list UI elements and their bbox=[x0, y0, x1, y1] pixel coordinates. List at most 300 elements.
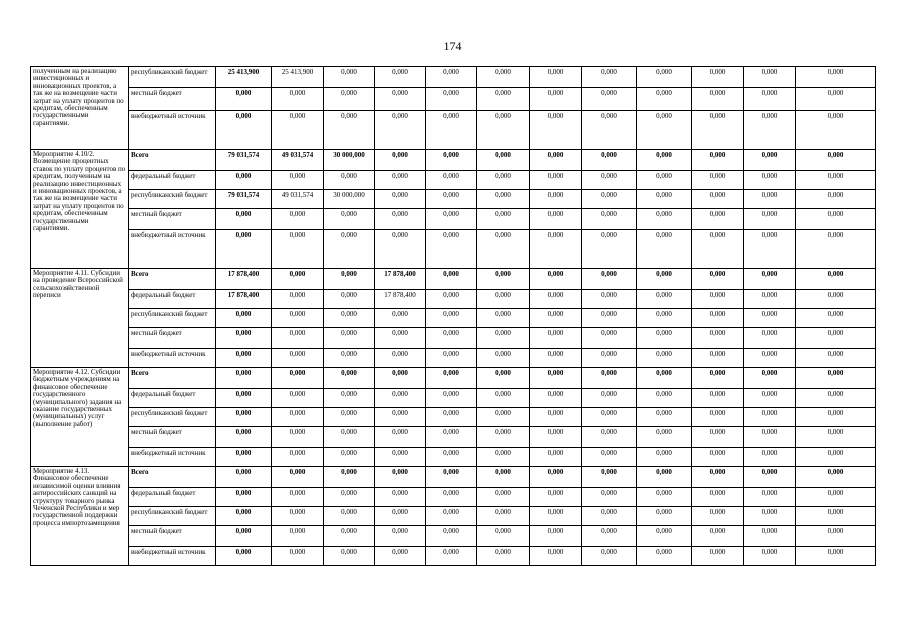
value-cell: 0,000 bbox=[796, 467, 876, 488]
value-cell: 0,000 bbox=[477, 150, 530, 171]
value-cell: 0,000 bbox=[375, 507, 426, 526]
value-cell: 0,000 bbox=[216, 328, 272, 349]
value-cell: 0,000 bbox=[426, 507, 477, 526]
value-cell: 0,000 bbox=[477, 190, 530, 209]
value-cell: 0,000 bbox=[530, 328, 582, 349]
value-cell: 0,000 bbox=[272, 111, 324, 150]
value-cell: 0,000 bbox=[796, 526, 876, 547]
value-cell: 0,000 bbox=[324, 427, 375, 448]
value-cell: 0,000 bbox=[426, 209, 477, 230]
value-cell: 0,000 bbox=[744, 269, 796, 290]
value-cell: 0,000 bbox=[477, 547, 530, 566]
value-cell: 0,000 bbox=[744, 230, 796, 269]
value-cell: 0,000 bbox=[530, 269, 582, 290]
value-cell: 0,000 bbox=[477, 507, 530, 526]
value-cell: 0,000 bbox=[272, 269, 324, 290]
value-cell: 0,000 bbox=[272, 448, 324, 467]
value-cell: 0,000 bbox=[692, 150, 744, 171]
funding-source: Всего bbox=[129, 150, 216, 171]
value-cell: 0,000 bbox=[796, 171, 876, 190]
value-cell: 0,000 bbox=[272, 349, 324, 368]
value-cell: 0,000 bbox=[637, 408, 692, 427]
value-cell: 79 031,574 bbox=[216, 150, 272, 171]
value-cell: 0,000 bbox=[796, 111, 876, 150]
value-cell: 0,000 bbox=[216, 111, 272, 150]
value-cell: 0,000 bbox=[477, 269, 530, 290]
value-cell: 0,000 bbox=[324, 526, 375, 547]
value-cell: 0,000 bbox=[796, 88, 876, 111]
value-cell: 0,000 bbox=[796, 67, 876, 88]
value-cell: 0,000 bbox=[426, 389, 477, 408]
value-cell: 0,000 bbox=[216, 427, 272, 448]
value-cell: 0,000 bbox=[637, 309, 692, 328]
value-cell: 0,000 bbox=[216, 368, 272, 389]
value-cell: 0,000 bbox=[426, 88, 477, 111]
value-cell: 0,000 bbox=[324, 448, 375, 467]
value-cell: 0,000 bbox=[582, 328, 637, 349]
funding-source: Всего bbox=[129, 269, 216, 290]
value-cell: 0,000 bbox=[272, 290, 324, 309]
value-cell: 0,000 bbox=[216, 349, 272, 368]
value-cell: 0,000 bbox=[744, 190, 796, 209]
value-cell: 0,000 bbox=[426, 190, 477, 209]
funding-source: республиканский бюджет bbox=[129, 507, 216, 526]
table-row bbox=[31, 67, 876, 88]
funding-source: республиканский бюджет bbox=[129, 408, 216, 427]
value-cell: 0,000 bbox=[582, 290, 637, 309]
value-cell: 0,000 bbox=[796, 349, 876, 368]
value-cell: 0,000 bbox=[744, 67, 796, 88]
value-cell: 0,000 bbox=[582, 171, 637, 190]
value-cell: 0,000 bbox=[272, 368, 324, 389]
value-cell: 0,000 bbox=[426, 526, 477, 547]
value-cell: 0,000 bbox=[324, 111, 375, 150]
value-cell: 0,000 bbox=[530, 408, 582, 427]
value-cell: 0,000 bbox=[692, 547, 744, 566]
table-row bbox=[31, 408, 876, 427]
value-cell: 0,000 bbox=[582, 111, 637, 150]
value-cell: 0,000 bbox=[744, 111, 796, 150]
value-cell: 0,000 bbox=[477, 368, 530, 389]
value-cell: 17 878,400 bbox=[375, 290, 426, 309]
value-cell: 0,000 bbox=[375, 427, 426, 448]
value-cell: 0,000 bbox=[582, 309, 637, 328]
funding-source: внебюджетный источник bbox=[129, 111, 216, 150]
value-cell: 0,000 bbox=[692, 309, 744, 328]
value-cell: 0,000 bbox=[637, 507, 692, 526]
value-cell: 0,000 bbox=[324, 230, 375, 269]
value-cell: 49 031,574 bbox=[272, 150, 324, 171]
value-cell: 0,000 bbox=[582, 368, 637, 389]
value-cell: 0,000 bbox=[637, 171, 692, 190]
value-cell: 25 413,900 bbox=[272, 67, 324, 88]
value-cell: 0,000 bbox=[426, 150, 477, 171]
value-cell: 0,000 bbox=[582, 150, 637, 171]
value-cell: 0,000 bbox=[582, 467, 637, 488]
value-cell: 0,000 bbox=[216, 171, 272, 190]
value-cell: 0,000 bbox=[530, 190, 582, 209]
value-cell: 0,000 bbox=[426, 427, 477, 448]
value-cell: 0,000 bbox=[477, 427, 530, 448]
value-cell: 0,000 bbox=[692, 389, 744, 408]
value-cell: 0,000 bbox=[216, 230, 272, 269]
table-row bbox=[31, 389, 876, 408]
value-cell: 0,000 bbox=[637, 190, 692, 209]
value-cell: 0,000 bbox=[324, 389, 375, 408]
value-cell: 0,000 bbox=[744, 368, 796, 389]
value-cell: 0,000 bbox=[692, 269, 744, 290]
value-cell: 0,000 bbox=[272, 209, 324, 230]
value-cell: 0,000 bbox=[692, 230, 744, 269]
value-cell: 0,000 bbox=[216, 547, 272, 566]
value-cell: 0,000 bbox=[477, 209, 530, 230]
value-cell: 0,000 bbox=[744, 209, 796, 230]
value-cell: 0,000 bbox=[796, 427, 876, 448]
value-cell: 0,000 bbox=[272, 526, 324, 547]
funding-source: местный бюджет bbox=[129, 88, 216, 111]
value-cell: 0,000 bbox=[426, 368, 477, 389]
value-cell: 0,000 bbox=[375, 328, 426, 349]
value-cell: 0,000 bbox=[637, 448, 692, 467]
value-cell: 0,000 bbox=[582, 230, 637, 269]
value-cell: 0,000 bbox=[692, 190, 744, 209]
value-cell: 0,000 bbox=[582, 389, 637, 408]
value-cell: 0,000 bbox=[744, 448, 796, 467]
value-cell: 0,000 bbox=[272, 171, 324, 190]
value-cell: 0,000 bbox=[375, 368, 426, 389]
value-cell: 0,000 bbox=[796, 507, 876, 526]
value-cell: 0,000 bbox=[744, 526, 796, 547]
value-cell: 0,000 bbox=[692, 171, 744, 190]
value-cell: 0,000 bbox=[796, 547, 876, 566]
funding-source: Всего bbox=[129, 368, 216, 389]
value-cell: 0,000 bbox=[272, 328, 324, 349]
value-cell: 0,000 bbox=[744, 488, 796, 507]
table-row bbox=[31, 309, 876, 328]
value-cell: 0,000 bbox=[744, 309, 796, 328]
page-number: 174 bbox=[443, 39, 462, 53]
value-cell: 0,000 bbox=[216, 389, 272, 408]
table-row bbox=[31, 427, 876, 448]
value-cell: 0,000 bbox=[582, 190, 637, 209]
value-cell: 0,000 bbox=[272, 488, 324, 507]
value-cell: 0,000 bbox=[324, 467, 375, 488]
value-cell: 0,000 bbox=[477, 448, 530, 467]
value-cell: 0,000 bbox=[375, 488, 426, 507]
value-cell: 0,000 bbox=[796, 290, 876, 309]
value-cell: 0,000 bbox=[582, 269, 637, 290]
value-cell: 0,000 bbox=[637, 328, 692, 349]
table-row bbox=[31, 190, 876, 209]
value-cell: 0,000 bbox=[530, 290, 582, 309]
value-cell: 0,000 bbox=[692, 507, 744, 526]
value-cell: 0,000 bbox=[426, 67, 477, 88]
value-cell: 0,000 bbox=[582, 526, 637, 547]
value-cell: 0,000 bbox=[692, 488, 744, 507]
value-cell: 0,000 bbox=[692, 88, 744, 111]
value-cell: 0,000 bbox=[216, 507, 272, 526]
value-cell: 0,000 bbox=[530, 111, 582, 150]
value-cell: 0,000 bbox=[744, 547, 796, 566]
value-cell: 0,000 bbox=[637, 389, 692, 408]
value-cell: 0,000 bbox=[216, 448, 272, 467]
value-cell: 0,000 bbox=[272, 408, 324, 427]
funding-source: внебюджетный источник bbox=[129, 349, 216, 368]
value-cell: 0,000 bbox=[582, 88, 637, 111]
value-cell: 0,000 bbox=[216, 408, 272, 427]
value-cell: 0,000 bbox=[324, 507, 375, 526]
table-row bbox=[31, 368, 876, 389]
value-cell: 0,000 bbox=[375, 467, 426, 488]
value-cell: 0,000 bbox=[582, 448, 637, 467]
value-cell: 0,000 bbox=[692, 111, 744, 150]
value-cell: 0,000 bbox=[324, 349, 375, 368]
value-cell: 0,000 bbox=[324, 269, 375, 290]
value-cell: 0,000 bbox=[375, 150, 426, 171]
value-cell: 0,000 bbox=[324, 290, 375, 309]
value-cell: 0,000 bbox=[272, 309, 324, 328]
value-cell: 0,000 bbox=[324, 488, 375, 507]
value-cell: 0,000 bbox=[637, 88, 692, 111]
value-cell: 0,000 bbox=[477, 328, 530, 349]
value-cell: 0,000 bbox=[272, 427, 324, 448]
value-cell: 0,000 bbox=[216, 309, 272, 328]
measure-description: Мероприятие 4.12. Субсидии бюджетным учреждениям на финансовое обеспечение государственного (муниципального) задания на оказание государственных (муниципальных) услуг (выполнение работ) bbox=[31, 368, 129, 467]
funding-source: местный бюджет bbox=[129, 526, 216, 547]
value-cell: 0,000 bbox=[375, 309, 426, 328]
table-row bbox=[31, 171, 876, 190]
value-cell: 0,000 bbox=[324, 408, 375, 427]
value-cell: 0,000 bbox=[272, 507, 324, 526]
table-row bbox=[31, 111, 876, 150]
table-row bbox=[31, 88, 876, 111]
value-cell: 0,000 bbox=[324, 209, 375, 230]
value-cell: 0,000 bbox=[744, 467, 796, 488]
value-cell: 30 000,000 bbox=[324, 150, 375, 171]
value-cell: 0,000 bbox=[324, 67, 375, 88]
value-cell: 0,000 bbox=[744, 150, 796, 171]
value-cell: 0,000 bbox=[477, 389, 530, 408]
value-cell: 0,000 bbox=[637, 488, 692, 507]
table-row bbox=[31, 269, 876, 290]
value-cell: 0,000 bbox=[272, 547, 324, 566]
value-cell: 0,000 bbox=[216, 488, 272, 507]
value-cell: 0,000 bbox=[692, 448, 744, 467]
value-cell: 0,000 bbox=[582, 427, 637, 448]
value-cell: 0,000 bbox=[796, 488, 876, 507]
value-cell: 0,000 bbox=[796, 150, 876, 171]
value-cell: 0,000 bbox=[530, 88, 582, 111]
table-row bbox=[31, 290, 876, 309]
value-cell: 0,000 bbox=[637, 368, 692, 389]
table-row bbox=[31, 547, 876, 566]
value-cell: 0,000 bbox=[477, 230, 530, 269]
value-cell: 0,000 bbox=[692, 408, 744, 427]
funding-source: местный бюджет bbox=[129, 209, 216, 230]
value-cell: 0,000 bbox=[375, 349, 426, 368]
value-cell: 0,000 bbox=[744, 88, 796, 111]
value-cell: 0,000 bbox=[530, 230, 582, 269]
value-cell: 0,000 bbox=[582, 209, 637, 230]
table-row bbox=[31, 349, 876, 368]
value-cell: 0,000 bbox=[477, 488, 530, 507]
value-cell: 0,000 bbox=[375, 389, 426, 408]
value-cell: 0,000 bbox=[324, 368, 375, 389]
value-cell: 0,000 bbox=[375, 67, 426, 88]
value-cell: 0,000 bbox=[426, 448, 477, 467]
table-row bbox=[31, 328, 876, 349]
value-cell: 0,000 bbox=[796, 230, 876, 269]
value-cell: 0,000 bbox=[477, 309, 530, 328]
value-cell: 25 413,900 bbox=[216, 67, 272, 88]
value-cell: 30 000,000 bbox=[324, 190, 375, 209]
value-cell: 79 031,574 bbox=[216, 190, 272, 209]
value-cell: 0,000 bbox=[324, 547, 375, 566]
value-cell: 0,000 bbox=[637, 111, 692, 150]
funding-source: местный бюджет bbox=[129, 328, 216, 349]
table-row bbox=[31, 230, 876, 269]
funding-source: федеральный бюджет bbox=[129, 488, 216, 507]
funding-source: местный бюджет bbox=[129, 427, 216, 448]
value-cell: 0,000 bbox=[530, 507, 582, 526]
value-cell: 0,000 bbox=[637, 547, 692, 566]
funding-source: республиканский бюджет bbox=[129, 309, 216, 328]
value-cell: 0,000 bbox=[530, 209, 582, 230]
value-cell: 0,000 bbox=[637, 349, 692, 368]
value-cell: 0,000 bbox=[796, 328, 876, 349]
value-cell: 0,000 bbox=[744, 349, 796, 368]
funding-source: Всего bbox=[129, 467, 216, 488]
value-cell: 0,000 bbox=[637, 290, 692, 309]
value-cell: 0,000 bbox=[530, 467, 582, 488]
value-cell: 0,000 bbox=[375, 171, 426, 190]
value-cell: 0,000 bbox=[744, 290, 796, 309]
value-cell: 0,000 bbox=[530, 488, 582, 507]
value-cell: 0,000 bbox=[692, 427, 744, 448]
value-cell: 0,000 bbox=[530, 309, 582, 328]
value-cell: 0,000 bbox=[582, 349, 637, 368]
value-cell: 0,000 bbox=[477, 290, 530, 309]
value-cell: 0,000 bbox=[796, 408, 876, 427]
value-cell: 0,000 bbox=[692, 526, 744, 547]
value-cell: 0,000 bbox=[426, 488, 477, 507]
budget-table bbox=[30, 66, 876, 566]
value-cell: 0,000 bbox=[744, 408, 796, 427]
table-row bbox=[31, 467, 876, 488]
value-cell: 0,000 bbox=[426, 269, 477, 290]
value-cell: 0,000 bbox=[426, 171, 477, 190]
value-cell: 0,000 bbox=[530, 171, 582, 190]
value-cell: 17 878,400 bbox=[216, 290, 272, 309]
table-row bbox=[31, 526, 876, 547]
value-cell: 0,000 bbox=[216, 526, 272, 547]
value-cell: 0,000 bbox=[692, 368, 744, 389]
value-cell: 0,000 bbox=[375, 111, 426, 150]
value-cell: 0,000 bbox=[375, 408, 426, 427]
table-row bbox=[31, 488, 876, 507]
funding-source: внебюджетный источник bbox=[129, 448, 216, 467]
value-cell: 0,000 bbox=[796, 190, 876, 209]
value-cell: 0,000 bbox=[530, 526, 582, 547]
value-cell: 0,000 bbox=[375, 547, 426, 566]
value-cell: 0,000 bbox=[796, 448, 876, 467]
value-cell: 0,000 bbox=[582, 507, 637, 526]
value-cell: 0,000 bbox=[637, 230, 692, 269]
value-cell: 0,000 bbox=[375, 190, 426, 209]
value-cell: 0,000 bbox=[375, 448, 426, 467]
value-cell: 0,000 bbox=[426, 309, 477, 328]
funding-source: федеральный бюджет bbox=[129, 290, 216, 309]
value-cell: 0,000 bbox=[744, 427, 796, 448]
value-cell: 0,000 bbox=[426, 467, 477, 488]
value-cell: 0,000 bbox=[375, 526, 426, 547]
measure-description: Мероприятие 4.13. Финансовое обеспечение независимой оценки влияния антироссийских санкций на структуру товарного рынка Чеченской Республики и мер государственной поддержки процесса импортозамещения bbox=[31, 467, 129, 566]
value-cell: 0,000 bbox=[582, 67, 637, 88]
value-cell: 0,000 bbox=[272, 467, 324, 488]
value-cell: 0,000 bbox=[530, 547, 582, 566]
table-row bbox=[31, 448, 876, 467]
value-cell: 0,000 bbox=[324, 309, 375, 328]
value-cell: 0,000 bbox=[637, 150, 692, 171]
value-cell: 0,000 bbox=[692, 290, 744, 309]
value-cell: 0,000 bbox=[582, 488, 637, 507]
measure-description: полученным на реализацию инвестиционных и инновационных проектов, а так же на возмещение части затрат на уплату процентов по кредитам, обеспеченным государственными гарантиями. bbox=[31, 67, 129, 150]
value-cell: 0,000 bbox=[796, 368, 876, 389]
value-cell: 0,000 bbox=[272, 230, 324, 269]
value-cell: 0,000 bbox=[477, 67, 530, 88]
value-cell: 0,000 bbox=[426, 547, 477, 566]
value-cell: 0,000 bbox=[426, 328, 477, 349]
value-cell: 17 878,400 bbox=[216, 269, 272, 290]
value-cell: 0,000 bbox=[324, 88, 375, 111]
value-cell: 0,000 bbox=[796, 269, 876, 290]
value-cell: 0,000 bbox=[744, 328, 796, 349]
funding-source: внебюджетный источник bbox=[129, 547, 216, 566]
value-cell: 0,000 bbox=[216, 88, 272, 111]
table-row bbox=[31, 507, 876, 526]
table-row bbox=[31, 209, 876, 230]
value-cell: 0,000 bbox=[375, 209, 426, 230]
value-cell: 0,000 bbox=[744, 389, 796, 408]
value-cell: 0,000 bbox=[477, 171, 530, 190]
value-cell: 0,000 bbox=[796, 309, 876, 328]
funding-source: федеральный бюджет bbox=[129, 389, 216, 408]
value-cell: 0,000 bbox=[324, 171, 375, 190]
value-cell: 0,000 bbox=[477, 467, 530, 488]
value-cell: 0,000 bbox=[530, 427, 582, 448]
value-cell: 0,000 bbox=[796, 389, 876, 408]
value-cell: 0,000 bbox=[637, 467, 692, 488]
value-cell: 0,000 bbox=[530, 448, 582, 467]
value-cell: 0,000 bbox=[216, 209, 272, 230]
funding-source: республиканский бюджет bbox=[129, 67, 216, 88]
value-cell: 0,000 bbox=[272, 389, 324, 408]
value-cell: 0,000 bbox=[692, 209, 744, 230]
value-cell: 0,000 bbox=[637, 427, 692, 448]
funding-source: федеральный бюджет bbox=[129, 171, 216, 190]
value-cell: 0,000 bbox=[426, 408, 477, 427]
value-cell: 0,000 bbox=[324, 328, 375, 349]
value-cell: 0,000 bbox=[744, 171, 796, 190]
funding-source: республиканский бюджет bbox=[129, 190, 216, 209]
measure-description: Мероприятие 4.11. Субсидии на проведение Всероссийской сельскохозяйственной переписи bbox=[31, 269, 129, 368]
table-row bbox=[31, 150, 876, 171]
value-cell: 0,000 bbox=[477, 349, 530, 368]
value-cell: 0,000 bbox=[477, 88, 530, 111]
measure-description: Мероприятие 4.10/2. Возмещение процентных ставок по уплату процентов по кредитам, полученным на реализацию инвестиционных и инновационных проектов, а так же на возмещение части затрат на уплату процентов по кредитам, обеспеченным государственными гарантиями. bbox=[31, 150, 129, 269]
value-cell: 0,000 bbox=[530, 389, 582, 408]
value-cell: 0,000 bbox=[477, 111, 530, 150]
